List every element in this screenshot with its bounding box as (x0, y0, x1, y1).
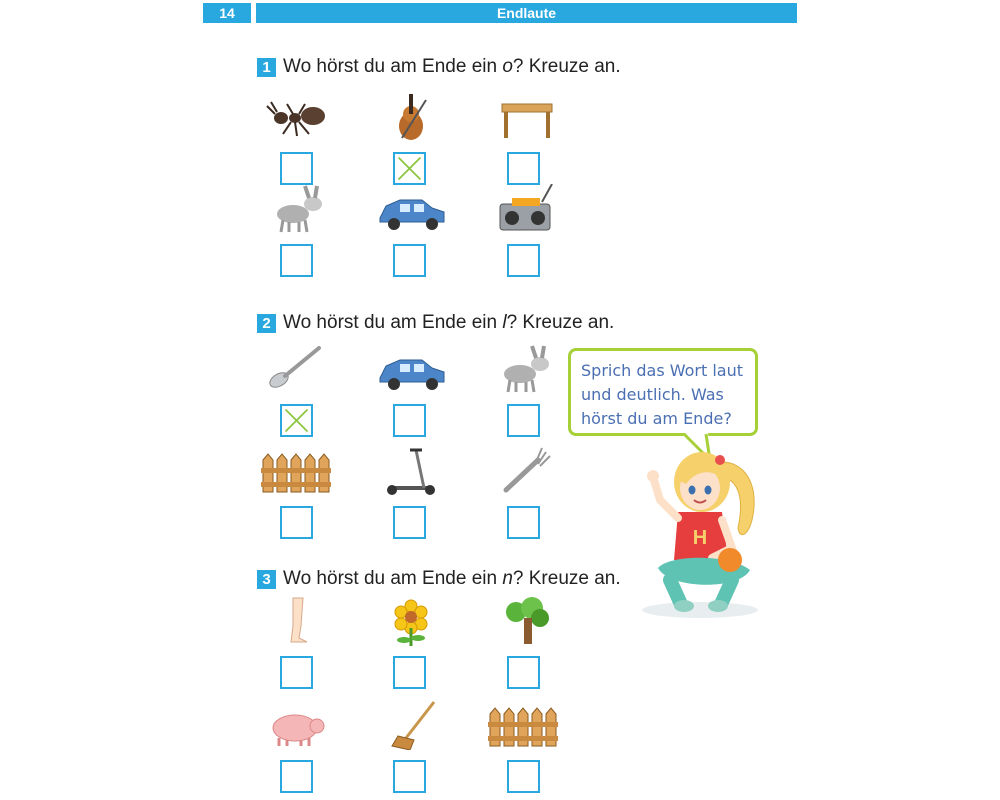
exercise-item (366, 596, 456, 696)
task-3-title (257, 568, 621, 590)
task-prompt: Wo hörst du am Ende ein n? Kreuze an. (283, 568, 621, 589)
answer-checkbox[interactable] (280, 244, 313, 277)
exercise-item (366, 344, 456, 444)
answer-checkbox[interactable] (393, 244, 426, 277)
scooter-icon (366, 446, 456, 496)
answer-checkbox[interactable] (507, 506, 540, 539)
speech-bubble (568, 348, 758, 436)
task-prompt: Wo hörst du am Ende ein l? Kreuze an. (283, 312, 615, 333)
exercise-item (253, 92, 343, 192)
fork-icon (480, 446, 570, 496)
exercise-item (480, 92, 570, 192)
svg-text:H: H (692, 527, 708, 549)
answer-checkbox[interactable] (393, 760, 426, 793)
donkey-icon (253, 184, 343, 234)
girl-mascot-icon (640, 440, 770, 625)
task-prompt: Wo hörst du am Ende ein o? Kreuze an. (283, 56, 621, 77)
ant-icon (253, 92, 343, 142)
exercise-item (480, 446, 570, 546)
exercise-item (366, 184, 456, 284)
chapter-title: Endlaute (256, 3, 797, 23)
answer-checkbox[interactable] (507, 404, 540, 437)
speech-line: und deutlich. Was (581, 385, 724, 404)
exercise-item (480, 700, 570, 800)
spoon-icon (253, 344, 343, 394)
leg-icon (253, 596, 343, 646)
exercise-item (253, 446, 343, 546)
cross-mark-icon (395, 154, 424, 183)
exercise-item (253, 184, 343, 284)
speech-line: hörst du am Ende? (581, 409, 732, 428)
answer-checkbox[interactable] (393, 404, 426, 437)
broom-icon (366, 700, 456, 750)
answer-checkbox[interactable] (393, 152, 426, 185)
answer-checkbox[interactable] (280, 152, 313, 185)
donkey-icon (480, 344, 570, 394)
cross-mark-icon (282, 406, 311, 435)
answer-checkbox[interactable] (507, 244, 540, 277)
car-icon (366, 184, 456, 234)
exercise-item (253, 700, 343, 800)
task-number: 2 (257, 314, 276, 333)
task-number: 1 (257, 58, 276, 77)
exercise-item (253, 344, 343, 444)
radio-icon (480, 184, 570, 234)
answer-checkbox[interactable] (507, 760, 540, 793)
task-1-title (257, 56, 621, 78)
answer-checkbox[interactable] (280, 506, 313, 539)
answer-checkbox[interactable] (507, 152, 540, 185)
task-2-title (257, 312, 614, 334)
exercise-item (366, 446, 456, 546)
exercise-item (253, 596, 343, 696)
answer-checkbox[interactable] (393, 506, 426, 539)
answer-checkbox[interactable] (280, 656, 313, 689)
task-number: 3 (257, 570, 276, 589)
pig-icon (253, 700, 343, 750)
page-number: 14 (203, 3, 251, 23)
fence-icon (253, 446, 343, 496)
answer-checkbox[interactable] (507, 656, 540, 689)
tree-icon (480, 596, 570, 646)
flower-icon (366, 596, 456, 646)
exercise-item (480, 596, 570, 696)
car-icon (366, 344, 456, 394)
violin-icon (366, 92, 456, 142)
answer-checkbox[interactable] (393, 656, 426, 689)
exercise-item (480, 344, 570, 444)
exercise-item (480, 184, 570, 284)
fence-icon (480, 700, 570, 750)
exercise-item (366, 700, 456, 800)
answer-checkbox[interactable] (280, 404, 313, 437)
exercise-item (366, 92, 456, 192)
answer-checkbox[interactable] (280, 760, 313, 793)
table-icon (480, 92, 570, 142)
speech-line: Sprich das Wort laut (581, 361, 744, 380)
